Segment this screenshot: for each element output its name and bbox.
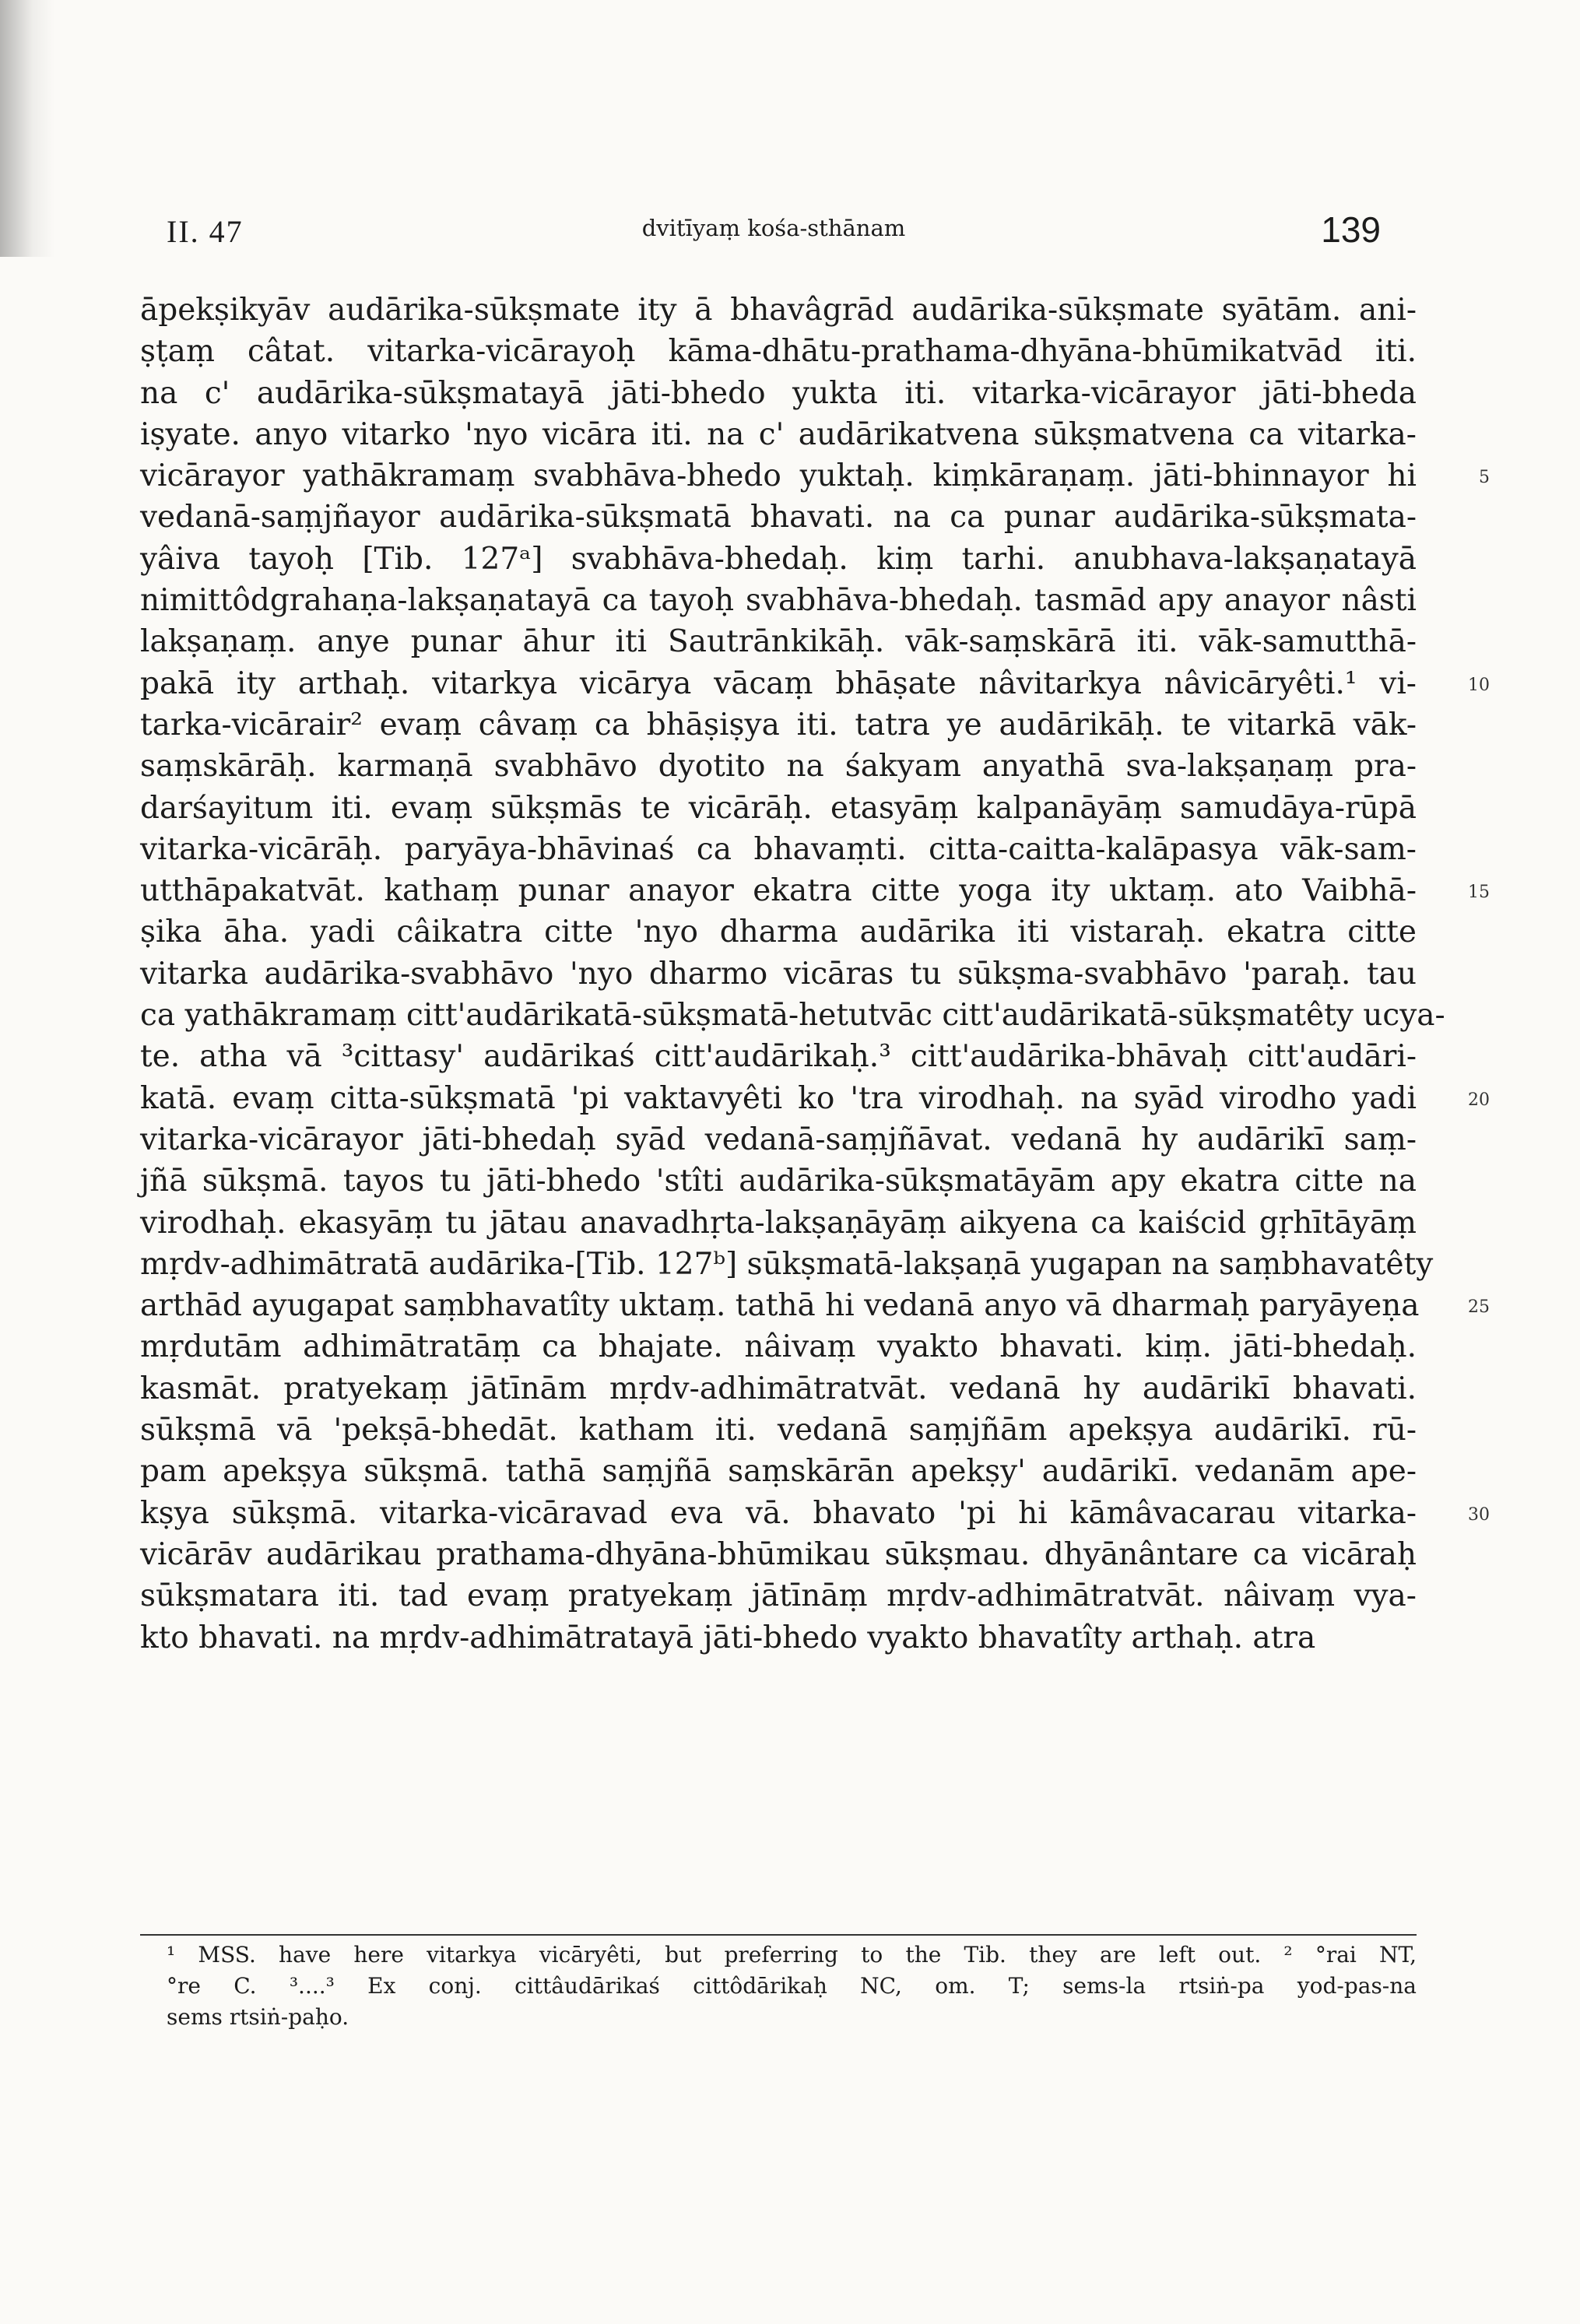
text-line bbox=[140, 621, 1417, 662]
text-line bbox=[140, 788, 1417, 829]
text-line bbox=[140, 1285, 1490, 1326]
text-line bbox=[140, 870, 1490, 911]
text-line bbox=[140, 1202, 1417, 1244]
line-text: na c' audārika-sūkṣmatayā jāti-bhedo yukta iti. vitarka-vicārayor jāti-bheda bbox=[140, 375, 1417, 411]
text-line bbox=[140, 1078, 1490, 1119]
line-text: saṃskārāḥ. karmaṇā svabhāvo dyotito na śakyam anyathā sva-lakṣaṇaṃ pra- bbox=[140, 749, 1417, 785]
line-text: mṛdv-adhimātratā audārika-[Tib. 127ᵇ] sūkṣmatā-lakṣaṇā yugapan na saṃbhavatêty bbox=[140, 1246, 1434, 1282]
line-text: te. atha vā ³cittasy' audārikaś citt'audārikaḥ.³ citt'audārika-bhāvaḥ citt'audāri- bbox=[140, 1039, 1417, 1075]
line-number: 15 bbox=[1468, 883, 1490, 903]
line-text: kṣya sūkṣmā. vitarka-vicāravad eva vā. bhavato 'pi hi kāmâvacarau vitarka- bbox=[140, 1495, 1417, 1531]
line-number: 25 bbox=[1468, 1297, 1490, 1318]
text-line bbox=[140, 580, 1417, 621]
text-line bbox=[140, 539, 1417, 580]
text-line bbox=[140, 1451, 1417, 1492]
footnote-line: °re C. ³....³ Ex conj. cittâudārikaś cittôdārikaḥ NC, om. T; sems-la rtsiṅ-pa yod-pas-na bbox=[167, 1973, 1417, 1999]
scan-shadow bbox=[0, 0, 54, 257]
footnote-rule bbox=[140, 1934, 1417, 1936]
text-line bbox=[140, 1534, 1417, 1575]
line-text: utthāpakatvāt. kathaṃ punar anayor ekatra citte yoga ity uktaṃ. ato Vaibhā- bbox=[140, 873, 1417, 909]
text-line bbox=[140, 953, 1417, 995]
line-text: āpekṣikyāv audārika-sūkṣmate ity ā bhavâgrād audārika-sūkṣmate syātām. ani- bbox=[140, 293, 1417, 328]
line-text: vedanā-saṃjñayor audārika-sūkṣmatā bhavati. na ca punar audārika-sūkṣmata- bbox=[140, 500, 1417, 535]
footnote-line: ¹ MSS. have here vitarkya vicāryêti, but preferring to the Tib. they are left out. ² °rai NT, bbox=[167, 1942, 1417, 1968]
text-line bbox=[140, 663, 1490, 704]
footnotes bbox=[167, 1940, 1417, 2033]
line-text: vicārayor yathākramaṃ svabhāva-bhedo yuktaḥ. kiṃkāraṇaṃ. jāti-bhinnayor hi bbox=[140, 458, 1417, 494]
text-line bbox=[140, 414, 1417, 455]
line-text: katā. evaṃ citta-sūkṣmatā 'pi vaktavyêti ko 'tra virodhaḥ. na syād virodho yadi bbox=[140, 1080, 1417, 1116]
line-text: ca yathākramaṃ citt'audārikatā-sūkṣmatā-hetutvāc citt'audārikatā-sūkṣmatêty ucya- bbox=[140, 998, 1445, 1034]
text-line bbox=[140, 497, 1417, 538]
line-text: mṛdutām adhimātratāṃ ca bhajate. nâivaṃ vyakto bhavati. kiṃ. jāti-bhedaḥ. bbox=[140, 1329, 1417, 1365]
line-text: ṣika āha. yadi câikatra citte 'nyo dharma audārika iti vistaraḥ. ekatra citte bbox=[140, 915, 1417, 950]
line-text: pam apekṣya sūkṣmā. tathā saṃjñā saṃskārān apekṣy' audārikī. vedanām ape- bbox=[140, 1454, 1417, 1490]
line-number: 10 bbox=[1468, 675, 1490, 695]
text-line bbox=[140, 1119, 1417, 1160]
text-line bbox=[140, 290, 1417, 331]
line-text: virodhaḥ. ekasyāṃ tu jātau anavadhṛta-lakṣaṇāyāṃ aikyena ca kaiścid gṛhītāyāṃ bbox=[140, 1205, 1417, 1241]
text-line bbox=[140, 1493, 1490, 1534]
section-number: II. 47 bbox=[167, 214, 244, 249]
text-line bbox=[140, 704, 1417, 746]
text-line bbox=[140, 1244, 1434, 1285]
text-line bbox=[140, 1160, 1417, 1202]
line-number: 30 bbox=[1468, 1504, 1490, 1525]
line-text: jñā sūkṣmā. tayos tu jāti-bhedo 'stîti audārika-sūkṣmatāyām apy ekatra citte na bbox=[140, 1164, 1417, 1199]
line-text: pakā ity arthaḥ. vitarkya vicārya vācaṃ bhāṣate nâvitarkya nâvicāryêti.¹ vi- bbox=[140, 665, 1417, 701]
text-line bbox=[140, 331, 1417, 372]
text-line bbox=[140, 746, 1417, 787]
text-line bbox=[140, 1368, 1417, 1409]
line-text: vicārāv audārikau prathama-dhyāna-bhūmikau sūkṣmau. dhyānântare ca vicāraḥ bbox=[140, 1536, 1417, 1572]
text-line bbox=[140, 829, 1417, 870]
line-text: arthād ayugapat saṃbhavatîty uktaṃ. tathā hi vedanā anyo vā dharmaḥ paryāyeṇa bbox=[140, 1288, 1420, 1324]
line-text: nimittôdgrahaṇa-lakṣaṇatayā ca tayoḥ svabhāva-bhedaḥ. tasmād apy anayor nâsti bbox=[140, 583, 1417, 619]
line-text: vitarka audārika-svabhāvo 'nyo dharmo vicāras tu sūkṣma-svabhāvo 'paraḥ. tau bbox=[140, 956, 1417, 992]
line-number: 20 bbox=[1468, 1090, 1490, 1110]
line-text: vitarka-vicārayor jāti-bhedaḥ syād vedanā-saṃjñāvat. vedanā hy audārikī saṃ- bbox=[140, 1122, 1417, 1157]
line-text: sūkṣmā vā 'pekṣā-bhedāt. katham iti. vedanā saṃjñām apekṣya audārikī. rū- bbox=[140, 1413, 1417, 1448]
text-line bbox=[140, 1575, 1417, 1617]
line-text: ṣṭaṃ câtat. vitarka-vicārayoḥ kāma-dhātu-prathama-dhyāna-bhūmikatvād iti. bbox=[140, 334, 1417, 370]
page-number: 139 bbox=[1321, 209, 1381, 250]
footnote-line: sems rtsiṅ-paḥo. bbox=[167, 2004, 349, 2030]
text-line bbox=[140, 455, 1490, 497]
text-line bbox=[140, 373, 1417, 414]
text-line bbox=[140, 995, 1445, 1036]
line-text: iṣyate. anyo vitarko 'nyo vicāra iti. na c' audārikatvena sūkṣmatvena ca vitarka- bbox=[140, 416, 1417, 452]
text-line bbox=[140, 1409, 1417, 1451]
line-text: sūkṣmatara iti. tad evaṃ pratyekaṃ jātīnāṃ mṛdv-adhimātratvāt. nâivaṃ vya- bbox=[140, 1578, 1417, 1614]
page-header bbox=[167, 209, 1381, 263]
text-line bbox=[140, 1036, 1417, 1077]
text-line bbox=[140, 1326, 1417, 1367]
line-text: kto bhavati. na mṛdv-adhimātratayā jāti-bhedo vyakto bhavatîty arthaḥ. atra bbox=[140, 1620, 1316, 1655]
line-number: 5 bbox=[1479, 468, 1490, 488]
body-text bbox=[140, 290, 1490, 1659]
text-line bbox=[140, 911, 1417, 953]
line-text: yâiva tayoḥ [Tib. 127ᵃ] svabhāva-bhedaḥ. kiṃ tarhi. anubhava-lakṣaṇatayā bbox=[140, 541, 1417, 577]
text-line bbox=[140, 1617, 1417, 1659]
line-text: vitarka-vicārāḥ. paryāya-bhāvinaś ca bhavaṃti. citta-caitta-kalāpasya vāk-sam- bbox=[140, 831, 1417, 867]
line-text: tarka-vicārair² evaṃ câvaṃ ca bhāṣiṣya iti. tatra ye audārikāḥ. te vitarkā vāk- bbox=[140, 707, 1417, 742]
running-title: dvitīyaṃ kośa-sthānam bbox=[641, 215, 906, 241]
line-text: kasmāt. pratyekaṃ jātīnām mṛdv-adhimātratvāt. vedanā hy audārikī bhavati. bbox=[140, 1371, 1417, 1406]
line-text: lakṣaṇaṃ. anye punar āhur iti Sautrānkikāḥ. vāk-saṃskārā iti. vāk-samutthā- bbox=[140, 624, 1417, 660]
line-text: darśayitum iti. evaṃ sūkṣmās te vicārāḥ. etasyāṃ kalpanāyāṃ samudāya-rūpā bbox=[140, 790, 1417, 826]
